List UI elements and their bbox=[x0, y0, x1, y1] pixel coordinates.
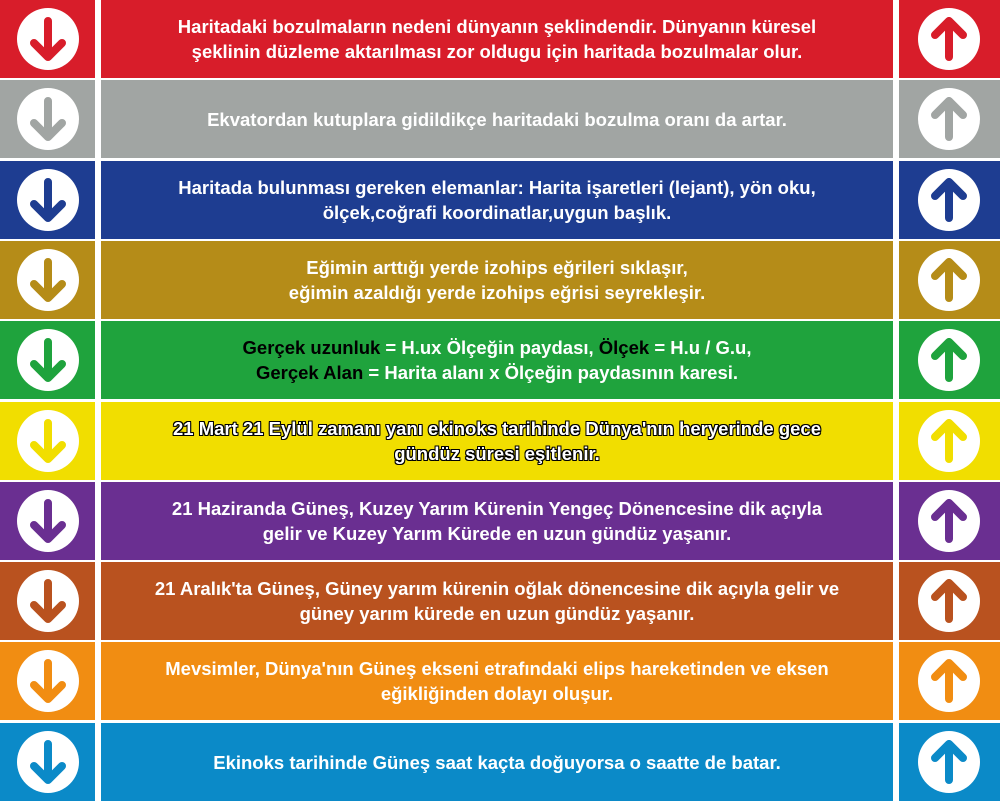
row-right-cell bbox=[899, 241, 1000, 319]
row-text bbox=[199, 750, 795, 775]
text-segment: 21 Aralık'ta Güneş, Güney yarım kürenin oğlak dönencesine dik açıyla gelir ve bbox=[154, 578, 840, 599]
row-text-cell bbox=[101, 402, 893, 480]
text-segment: güney yarım kürede en uzun gündüz yaşanır. bbox=[299, 603, 695, 624]
row-text-cell bbox=[101, 642, 893, 720]
row-text-cell bbox=[101, 241, 893, 319]
text-segment: Eğimin arttığı yerde izohips eğrileri sıklaşır, bbox=[306, 257, 688, 278]
row-left-cell bbox=[0, 321, 95, 399]
row-text bbox=[275, 255, 719, 305]
arrow-down-circle-icon bbox=[17, 88, 79, 150]
text-segment: Ekvatordan kutuplara gidildikçe haritadaki bozulma oranı da artar. bbox=[207, 108, 787, 130]
arrow-down-circle-icon bbox=[17, 490, 79, 552]
arrow-down-circle-icon bbox=[17, 731, 79, 793]
info-row bbox=[0, 241, 1000, 319]
arrow-down-circle-icon bbox=[17, 410, 79, 472]
text-line bbox=[178, 175, 815, 200]
info-row bbox=[0, 80, 1000, 158]
arrow-up-circle-icon bbox=[918, 88, 980, 150]
row-right-cell bbox=[899, 321, 1000, 399]
text-segment: şeklinin düzleme aktarılması zor oldugu için haritada bozulmalar olur. bbox=[191, 41, 803, 62]
row-right-cell bbox=[899, 161, 1000, 239]
text-line bbox=[289, 255, 705, 280]
text-segment: gündüz süresi eşitlenir. bbox=[394, 443, 600, 464]
text-segment: = H.u / G.u, bbox=[649, 337, 752, 358]
info-row bbox=[0, 161, 1000, 239]
text-segment: eğimin azaldığı yerde izohips eğrisi seyrekleşir. bbox=[288, 282, 706, 303]
text-line bbox=[178, 14, 816, 39]
arrow-up-circle-icon bbox=[918, 650, 980, 712]
arrow-up-circle-icon bbox=[918, 8, 980, 70]
text-line bbox=[213, 750, 781, 775]
text-line bbox=[172, 521, 822, 546]
row-text bbox=[164, 14, 830, 64]
row-text bbox=[164, 175, 829, 225]
arrow-up-circle-icon bbox=[918, 410, 980, 472]
row-left-cell bbox=[0, 482, 95, 560]
text-line bbox=[243, 335, 752, 360]
text-line bbox=[165, 656, 828, 681]
row-text-cell bbox=[101, 0, 893, 78]
term-label: Ölçek bbox=[598, 337, 650, 358]
text-line bbox=[172, 496, 822, 521]
text-line bbox=[207, 107, 787, 132]
row-right-cell bbox=[899, 0, 1000, 78]
text-segment: 21 Mart 21 Eylül zamanı yanı ekinoks tarihinde Dünya'nın heryerinde gece bbox=[172, 418, 821, 439]
text-line bbox=[173, 441, 821, 466]
row-text-cell bbox=[101, 321, 893, 399]
info-row bbox=[0, 321, 1000, 399]
row-text-cell bbox=[101, 161, 893, 239]
text-segment: gelir ve Kuzey Yarım Kürede en uzun gündüz yaşanır. bbox=[262, 523, 732, 544]
info-row bbox=[0, 0, 1000, 78]
row-text-cell bbox=[101, 482, 893, 560]
row-text-cell bbox=[101, 723, 893, 801]
arrow-down-circle-icon bbox=[17, 329, 79, 391]
arrow-up-circle-icon bbox=[918, 249, 980, 311]
row-left-cell bbox=[0, 241, 95, 319]
row-text bbox=[159, 416, 835, 466]
text-segment: = H.ux Ölçeğin paydası, bbox=[380, 337, 599, 358]
row-left-cell bbox=[0, 80, 95, 158]
row-text bbox=[158, 496, 836, 546]
text-segment: = Harita alanı x Ölçeğin paydasının karesi. bbox=[363, 362, 739, 383]
text-line bbox=[178, 39, 816, 64]
arrow-up-circle-icon bbox=[918, 329, 980, 391]
text-segment: Ekinoks tarihinde Güneş saat kaçta doğuyorsa o saatte de batar. bbox=[213, 751, 781, 773]
row-text bbox=[229, 335, 766, 385]
info-row bbox=[0, 642, 1000, 720]
text-segment: 21 Haziranda Güneş, Kuzey Yarım Kürenin Yengeç Dönencesine dik açıyla bbox=[171, 498, 823, 519]
info-row bbox=[0, 723, 1000, 801]
row-text bbox=[151, 656, 842, 706]
arrow-up-circle-icon bbox=[918, 169, 980, 231]
text-segment: Haritadaki bozulmaların nedeni dünyanın şeklindendir. Dünyanın küresel bbox=[177, 16, 817, 37]
row-right-cell bbox=[899, 482, 1000, 560]
arrow-up-circle-icon bbox=[918, 490, 980, 552]
row-right-cell bbox=[899, 562, 1000, 640]
arrow-down-circle-icon bbox=[17, 169, 79, 231]
info-row bbox=[0, 482, 1000, 560]
row-text bbox=[193, 107, 801, 132]
row-text-cell bbox=[101, 80, 893, 158]
info-row bbox=[0, 562, 1000, 640]
row-right-cell bbox=[899, 642, 1000, 720]
row-left-cell bbox=[0, 723, 95, 801]
text-line bbox=[178, 200, 815, 225]
text-line bbox=[289, 280, 705, 305]
text-segment: ölçek,coğrafi koordinatlar,uygun başlık. bbox=[322, 202, 672, 223]
row-right-cell bbox=[899, 723, 1000, 801]
text-line bbox=[173, 416, 821, 441]
text-segment: eğikliğinden dolayı oluşur. bbox=[380, 683, 614, 704]
arrow-up-circle-icon bbox=[918, 731, 980, 793]
row-text-cell bbox=[101, 562, 893, 640]
text-line bbox=[155, 576, 839, 601]
arrow-down-circle-icon bbox=[17, 570, 79, 632]
arrow-down-circle-icon bbox=[17, 650, 79, 712]
row-right-cell bbox=[899, 80, 1000, 158]
info-row bbox=[0, 402, 1000, 480]
text-line bbox=[243, 360, 752, 385]
row-left-cell bbox=[0, 0, 95, 78]
row-text bbox=[141, 576, 853, 626]
row-left-cell bbox=[0, 642, 95, 720]
row-left-cell bbox=[0, 562, 95, 640]
arrow-down-circle-icon bbox=[17, 8, 79, 70]
term-label: Gerçek uzunluk bbox=[242, 337, 381, 358]
text-segment: Mevsimler, Dünya'nın Güneş ekseni etrafındaki elips hareketinden ve eksen bbox=[165, 658, 829, 679]
row-left-cell bbox=[0, 402, 95, 480]
row-left-cell bbox=[0, 161, 95, 239]
text-segment: Haritada bulunması gereken elemanlar: Harita işaretleri (lejant), yön oku, bbox=[178, 177, 816, 198]
term-label: Gerçek Alan bbox=[255, 362, 364, 383]
text-line bbox=[155, 601, 839, 626]
arrow-up-circle-icon bbox=[918, 570, 980, 632]
arrow-down-circle-icon bbox=[17, 249, 79, 311]
row-right-cell bbox=[899, 402, 1000, 480]
text-line bbox=[165, 681, 828, 706]
